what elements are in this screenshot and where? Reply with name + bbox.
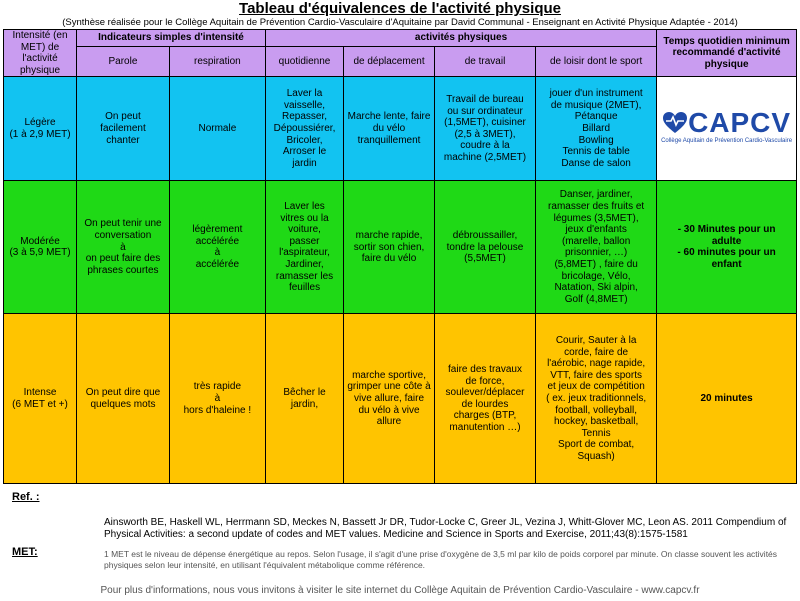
ref-text: Ainsworth BE, Haskell WL, Herrmann SD, Meckes N, Bassett Jr DR, Tudor-Locke C, Greer JL, Vezina J, Whitt-Glover MC, Leon AS. 2011 Compendium of Physical Activities: a second update of codes and MET values. Medicine and Science in Sports and Exercise, 2011;43(8):1575-1581 [104,517,787,540]
row-moderee-respiration: légèrement accélérée à accélérée [169,181,265,314]
header-indicators: Indicateurs simples d'intensité [77,30,266,47]
row-moderee-quotidienne: Laver les vitres ou la voiture, passer l'aspirateur, Jardiner, ramasser les feuilles [265,181,343,314]
row-legere-deplacement: Marche lente, faire du vélo tranquillement [344,77,435,181]
header-quotidienne: quotidienne [265,47,343,77]
row-intense-intensity: Intense (6 MET et +) [4,314,77,484]
header-loisir: de loisir dont le sport [536,47,657,77]
met-label: MET: [12,546,38,558]
row-legere-respiration: Normale [169,77,265,181]
header-intensity: Intensité (en MET) de l'activité physique [4,30,77,77]
row-moderee-recommended: - 30 Minutes pour un adulte - 60 minutes pour un enfant [657,181,797,314]
ref-label: Ref. : [12,491,40,503]
header-activities: activités physiques [265,30,656,47]
row-legere-parole: On peut facilement chanter [77,77,170,181]
header-recommended: Temps quotidien minimum recommandé d'activité physique [657,30,797,77]
logo-subtext: Collège Aquitain de Prévention Cardio-Vasculaire [661,137,793,144]
row-intense-deplacement: marche sportive, grimper une côte à vive allure, faire du vélo à vive allure [344,314,435,484]
row-moderee-parole: On peut tenir une conversation à on peut faire des phrases courtes [77,181,170,314]
row-moderee-intensity: Modérée (3 à 5,9 MET) [4,181,77,314]
row-legere-travail: Travail de bureau ou sur ordinateur (1,5MET), cuisiner (2,5 à 3MET), coudre à la machine (2,5MET) [434,77,535,181]
header-respiration: respiration [169,47,265,77]
row-legere-intensity: Légère (1 à 2,9 MET) [4,77,77,181]
capcv-logo [657,77,797,181]
logo-text: CAPCV [688,106,792,138]
row-moderee-deplacement: marche rapide, sortir son chien, faire du vélo [344,181,435,314]
footer-text: Pour plus d'informations, nous vous invitons à visiter le site internet du Collège Aquitain de Prévention Cardio-Vasculaire - www.capcv.fr [100,585,700,596]
equivalence-table [3,29,797,484]
row-intense-quotidienne: Bêcher le jardin, [265,314,343,484]
row-intense-respiration: très rapide à hors d'haleine ! [169,314,265,484]
row-moderee-loisir: Danser, jardiner, ramasser des fruits et légumes (3,5MET), jeux d'enfants (marelle, ballon prisonnier, …) (5,8MET) , faire du bricolage, Vélo, Natation, Ski alpin, Golf (4,8MET) [536,181,657,314]
document-title: Tableau d'équivalences de l'activité physique [239,0,561,17]
met-text: 1 MET est le niveau de dépense énergétique au repos. Selon l'usage, il s'agit d'une prise d'oxygène de 3,5 ml par kilo de poids corporel par minute. On classe souvent les activités physiques selon leur intensité, en utilisant l'équivalent métabolique comme référence. [104,549,778,570]
row-intense-recommended: 20 minutes [657,314,797,484]
row-moderee-travail: débroussailler, tondre la pelouse (5,5MET) [434,181,535,314]
row-legere-loisir: jouer d'un instrument de musique (2MET), Pétanque Billard Bowling Tennis de table Danse de salon [536,77,657,181]
header-deplacement: de déplacement [344,47,435,77]
heart-icon [662,111,688,135]
row-legere-quotidienne: Laver la vaisselle, Repasser, Dépoussiérer, Bricoler, Arroser le jardin [265,77,343,181]
row-intense-loisir: Courir, Sauter à la corde, faire de l'aérobic, nage rapide, VTT, faire des sports et jeux de compétition ( ex. jeux traditionnels, football, volleyball, hockey, basketball, Tennis Sport de combat, Squash) [536,314,657,484]
row-intense-parole: On peut dire que quelques mots [77,314,170,484]
header-travail: de travail [434,47,535,77]
row-intense-travail: faire des travaux de force, soulever/déplacer de lourdes charges (BTP, manutention …) [434,314,535,484]
header-parole: Parole [77,47,170,77]
document-subtitle: (Synthèse réalisée pour le Collège Aquitain de Prévention Cardio-Vasculaire d'Aquitaine par David Communal - Enseignant en Activité Physique Adaptée - 2014) [62,17,738,28]
